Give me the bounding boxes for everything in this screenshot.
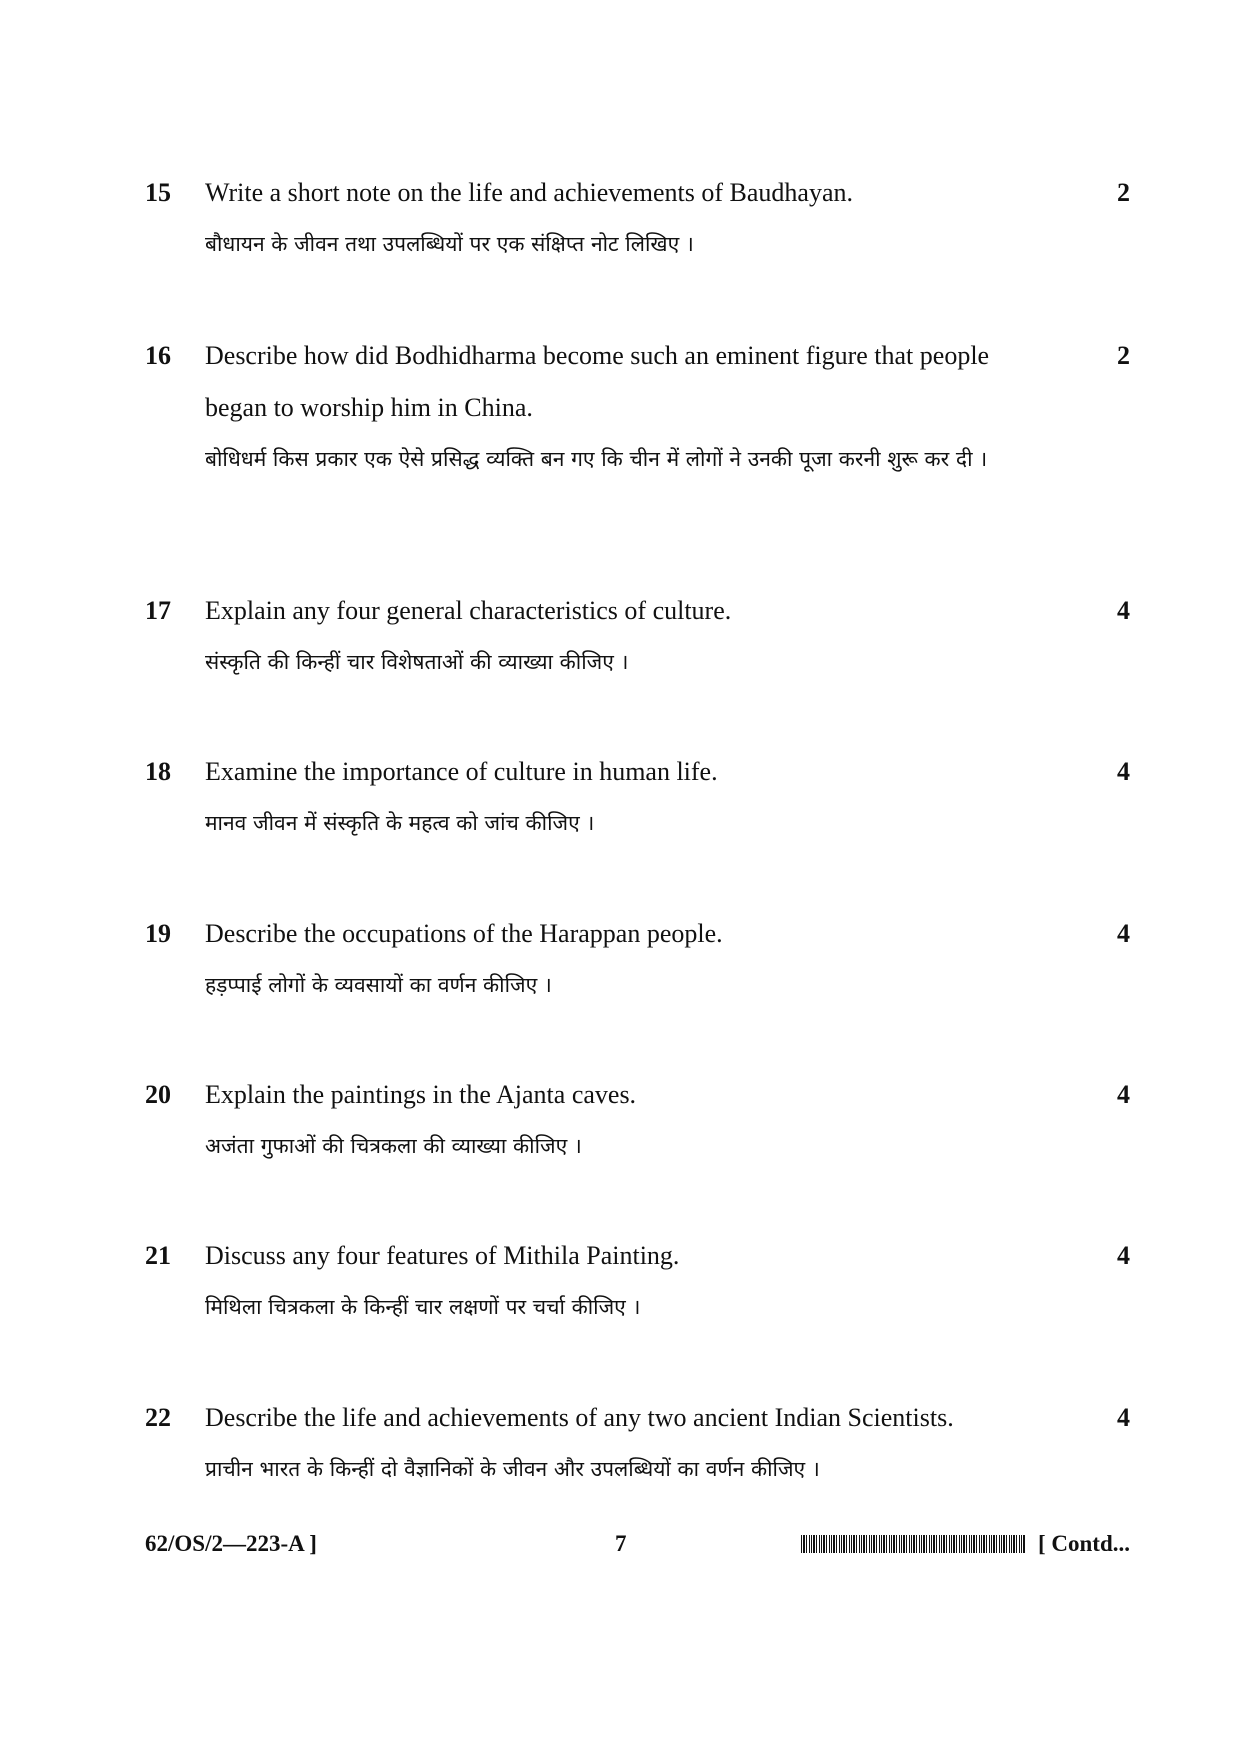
question-20 [145, 1069, 1130, 1167]
footer-right [801, 1526, 1130, 1562]
question-marks: 4 [1117, 757, 1130, 786]
question-16 [145, 330, 1130, 480]
question-text-hindi: हड़प्पाई लोगों के व्यवसायों का वर्णन कीजिए । [205, 973, 552, 997]
question-15 [145, 167, 1130, 265]
question-marks: 2 [1117, 178, 1130, 207]
paper-code: 62/OS/2—223-A ] [145, 1531, 317, 1556]
question-number: 15 [145, 178, 171, 207]
question-marks: 4 [1117, 1241, 1130, 1270]
page-footer [145, 1526, 1130, 1562]
continued-label: [ Contd... [1037, 1531, 1130, 1556]
question-row [145, 330, 1130, 434]
question-text-english: Explain any four general characteristics of culture. [205, 596, 732, 625]
question-number: 19 [145, 919, 171, 948]
question-21 [145, 1230, 1130, 1328]
question-text-english: Describe the occupations of the Harappan people. [205, 919, 723, 948]
question-marks: 4 [1117, 919, 1130, 948]
question-number: 18 [145, 757, 171, 786]
question-row [145, 167, 1130, 219]
question-text-english: Explain the paintings in the Ajanta caves. [205, 1080, 637, 1109]
page-number: 7 [615, 1531, 627, 1556]
question-22 [145, 1392, 1130, 1490]
barcode-icon [801, 1535, 1026, 1553]
question-text-english: Describe the life and achievements of any two ancient Indian Scientists. [205, 1403, 954, 1432]
question-number: 16 [145, 341, 171, 370]
question-19 [145, 908, 1130, 1006]
question-text-hindi: बौधायन के जीवन तथा उपलब्धियों पर एक संक्षिप्त नोट लिखिए । [205, 232, 694, 256]
question-text-hindi: प्राचीन भारत के किन्हीं दो वैज्ञानिकों के जीवन और उपलब्धियों का वर्णन कीजिए । [205, 1457, 820, 1481]
question-text-hindi: मानव जीवन में संस्कृति के महत्व को जांच कीजिए । [205, 811, 595, 835]
question-text-hindi: अजंता गुफाओं की चित्रकला की व्याख्या कीजिए । [205, 1134, 582, 1158]
question-marks: 2 [1117, 341, 1130, 370]
question-text-hindi: संस्कृति की किन्हीं चार विशेषताओं की व्याख्या कीजिए । [205, 650, 629, 674]
question-row [145, 908, 1130, 960]
question-row [145, 1230, 1130, 1282]
question-row [145, 746, 1130, 798]
question-text-english: Describe how did Bodhidharma become such an eminent figure that people began to worship him in China. [205, 341, 990, 422]
question-number: 22 [145, 1403, 171, 1432]
question-number: 17 [145, 596, 171, 625]
question-text-english: Write a short note on the life and achievements of Baudhayan. [205, 178, 854, 207]
question-row [145, 585, 1130, 637]
question-text-english: Discuss any four features of Mithila Painting. [205, 1241, 680, 1270]
question-number: 20 [145, 1080, 171, 1109]
question-row [145, 1392, 1130, 1444]
question-marks: 4 [1117, 596, 1130, 625]
question-17 [145, 585, 1130, 683]
question-marks: 4 [1117, 1080, 1130, 1109]
question-number: 21 [145, 1241, 171, 1270]
question-text-english: Examine the importance of culture in human life. [205, 757, 718, 786]
question-text-hindi: मिथिला चित्रकला के किन्हीं चार लक्षणों पर चर्चा कीजिए । [205, 1295, 641, 1319]
question-text-hindi: बोधिधर्म किस प्रकार एक ऐसे प्रसिद्ध व्यक्ति बन गए कि चीन में लोगों ने उनकी पूजा करनी शुरू कर दी । [205, 447, 988, 471]
question-row [145, 1069, 1130, 1121]
question-18 [145, 746, 1130, 844]
question-marks: 4 [1117, 1403, 1130, 1432]
